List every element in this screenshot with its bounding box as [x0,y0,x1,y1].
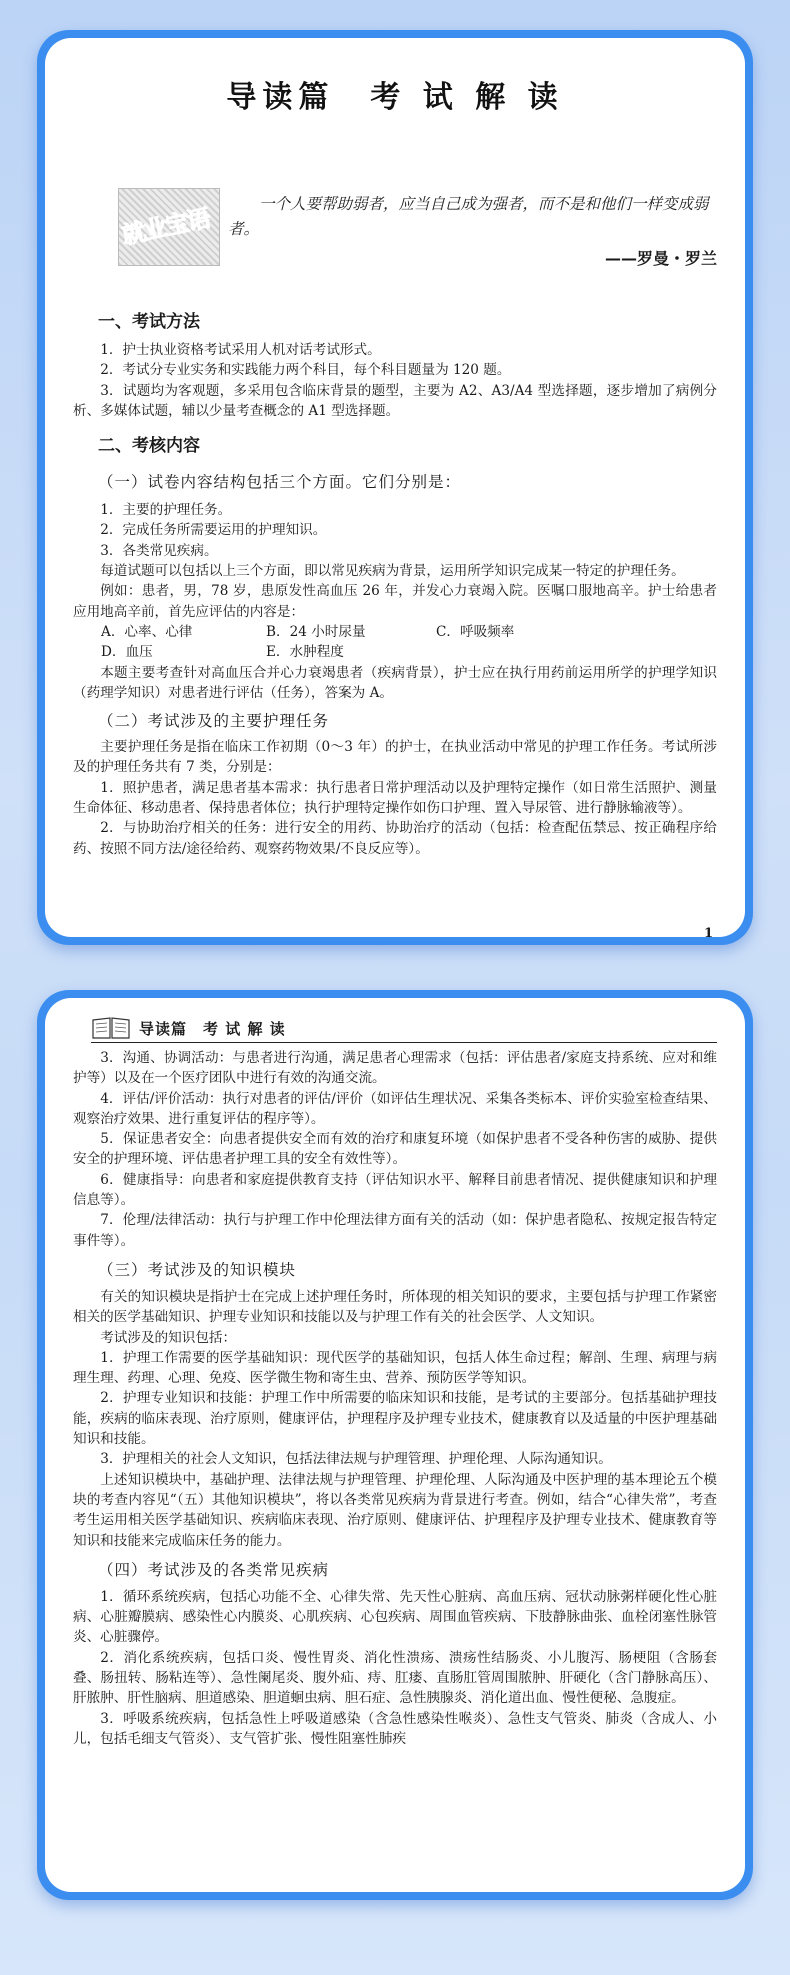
quote-logo [118,188,220,266]
running-header [91,1016,717,1043]
paragraph: 有关的知识模块是指护士在完成上述护理任务时，所体现的相关知识的要求，主要包括与护理工作紧密相关的医学基础知识、护理专业知识和技能以及与护理工作有关的社会医学、人文知识。 [73,1288,717,1326]
quote-text: 一个人要帮助弱者，应当自己成为强者，而不是和他们一样变成弱者。 [228,195,709,238]
list-item: 1．护理工作需要的医学基础知识：现代医学的基础知识，包括人体生命过程；解剖、生理、病理与病理生理、药理、心理、免疫、医学微生物和寄生虫、营养、预防医学等知识。 [73,1349,717,1387]
paragraph: 考试涉及的知识包括： [100,1329,237,1346]
option-c: C．呼吸频率 [436,623,515,640]
subsection-heading: （二）考试涉及的主要护理任务 [98,712,330,731]
list-item: 6．健康指导：向患者和家庭提供教育支持（评估知识水平、解释目前患者情况、提供健康知识和护理信息等）。 [73,1171,717,1209]
paragraph: 上述知识模块中，基础护理、法律法规与护理管理、护理伦理、人际沟通及中医护理的基本理论五个模块的考查内容见“（五）其他知识模块”，将以各类常见疾病为背景进行考查。例如，结合“心律失常”，考查考生运用相关医学基础知识、疾病临床表现、治疗原则、健康评估、护理程序及护理专业技术、健康教育等知识和技能来完成临床任务的能力。 [73,1471,717,1549]
book-icon [91,1016,131,1040]
section-heading-exam-method: 一、考试方法 [98,312,200,332]
answer-options [73,622,717,663]
page-2-content [73,1048,717,1892]
list-item: 1．循环系统疾病，包括心功能不全、心律失常、先天性心脏病、高血压病、冠状动脉粥样硬化性心脏病、心脏瓣膜病、感染性心内膜炎、心肌疾病、心包疾病、周围血管疾病、下肢静脉曲张、血栓闭塞性脉管炎、心脏骤停。 [73,1588,717,1646]
option-d: D．血压 [101,644,153,661]
list-item: 3．各类常见疾病。 [100,542,218,559]
quote-author: ——罗曼・罗兰 [604,249,717,268]
list-item: 3．呼吸系统疾病，包括急性上呼吸道感染（含急性感染性喉炎）、急性支气管炎、肺炎（含成人、小儿，包括毛细支气管炎）、支气管扩张、慢性阻塞性肺疾 [73,1710,717,1747]
list-item: 4．评估/评价活动：执行对患者的评估/评价（如评估生理状况、采集各类标本、评价实验室检查结果、观察治疗效果、进行重复评估的程序等）。 [73,1090,717,1127]
list-item: 5．保证患者安全：向患者提供安全而有效的治疗和康复环境（如保护患者不受各种伤害的威胁、提供安全的护理环境、评估患者护理工具的安全有效性等）。 [73,1131,717,1168]
quote-logo-text: 就业宝语 [119,204,212,250]
option-b: B．24 小时尿量 [266,623,366,640]
list-item: 2．完成任务所需要运用的护理知识。 [100,522,327,539]
page-title: 导读篇 考 试 解 读 [226,80,564,115]
subsection-heading: （三）考试涉及的知识模块 [98,1260,297,1279]
paragraph: 1．护士执业资格考试采用人机对话考试形式。 [100,342,381,358]
paragraph: 3．试题均为客观题，多采用包含临床背景的题型，主要为 A2、A3/A4 型选择题，逐步增加了病例分析、多媒体试题，辅以少量考查概念的 A1 型选择题。 [73,382,717,419]
page-sheet-1 [45,38,745,937]
paragraph: 2．考试分专业实务和实践能力两个科目，每个科目题量为 120 题。 [100,362,511,379]
subsection-heading: （四）考试涉及的各类常见疾病 [98,1560,330,1579]
quote-block [73,188,717,273]
paragraph: 主要护理任务是指在临床工作初期（0～3 年）的护士，在执业活动中常见的护理工作任务。考试所涉及的护理任务共有 7 类，分别是： [73,739,717,776]
page-card-1 [37,30,753,945]
list-item: 1．主要的护理任务。 [100,502,232,519]
list-item: 2．护理专业知识和技能：护理工作中所需要的临床知识和技能，是考试的主要部分。包括基础护理技能，疾病的临床表现、治疗原则，健康评估，护理程序及护理专业技术，健康教育以及适量的中医护理基础知识和技能。 [73,1390,717,1448]
list-item: 3．沟通、协调活动：与患者进行沟通，满足患者心理需求（包括：评估患者/家庭支持系统、应对和维护等）以及在一个医疗团队中进行有效的沟通交流。 [73,1050,717,1087]
list-item: 3．护理相关的社会人文知识，包括法律法规与护理管理、护理伦理、人际沟通知识。 [100,1451,612,1468]
list-item: 2．与协助治疗相关的任务：进行安全的用药、协助治疗的活动（包括：检查配伍禁忌、按正确程序给药、按照不同方法/途径给药、观察药物效果/不良反应等）。 [73,820,717,857]
list-item: 1．照护患者，满足患者基本需求：执行患者日常护理活动以及护理特定操作（如日常生活照护、测量生命体征、移动患者、保持患者体位；执行护理特定操作如伤口护理、置入导尿管、进行静脉输液等）。 [73,779,717,817]
page-card-2 [37,990,753,1900]
option-a: A．心率、心律 [101,623,193,640]
page-1-content [73,38,717,937]
page-sheet-2 [45,998,745,1892]
paragraph: 本题主要考查针对高血压合并心力衰竭患者（疾病背景），护士应在执行用药前运用所学的护理学知识（药理学知识）对患者进行评估（任务），答案为 A。 [73,664,717,701]
list-item: 2．消化系统疾病，包括口炎、慢性胃炎、消化性溃疡、溃疡性结肠炎、小儿腹泻、肠梗阻（含肠套叠、肠扭转、肠粘连等）、急性阑尾炎、腹外疝、痔、肛瘘、直肠肛管周围脓肿、肝硬化（含门静脉高压）、肝脓肿、肝性脑病、胆道感染、胆道蛔虫病、胆石症、急性胰腺炎、消化道出血、慢性便秘、急腹症。 [73,1649,717,1707]
list-item: 7．伦理/法律活动：执行与护理工作中伦理法律方面有关的活动（如：保护患者隐私、按规定报告特定事件等）。 [73,1212,717,1249]
paragraph: 例如：患者，男，78 岁，患原发性高血压 26 年，并发心力衰竭入院。医嘱口服地高辛。护士给患者应用地高辛前，首先应评估的内容是： [73,583,717,620]
option-e: E．水肿程度 [266,644,344,661]
paragraph: 每道试题可以包括以上三个方面，即以常见疾病为背景，运用所学知识完成某一特定的护理任务。 [100,563,685,580]
section-heading-exam-content: 二、考核内容 [98,436,200,457]
subsection-heading: （一）试卷内容结构包括三个方面。它们分别是： [98,473,462,492]
running-header-title: 导读篇 考 试 解 读 [139,1020,286,1038]
page-number: 1 [703,926,713,937]
